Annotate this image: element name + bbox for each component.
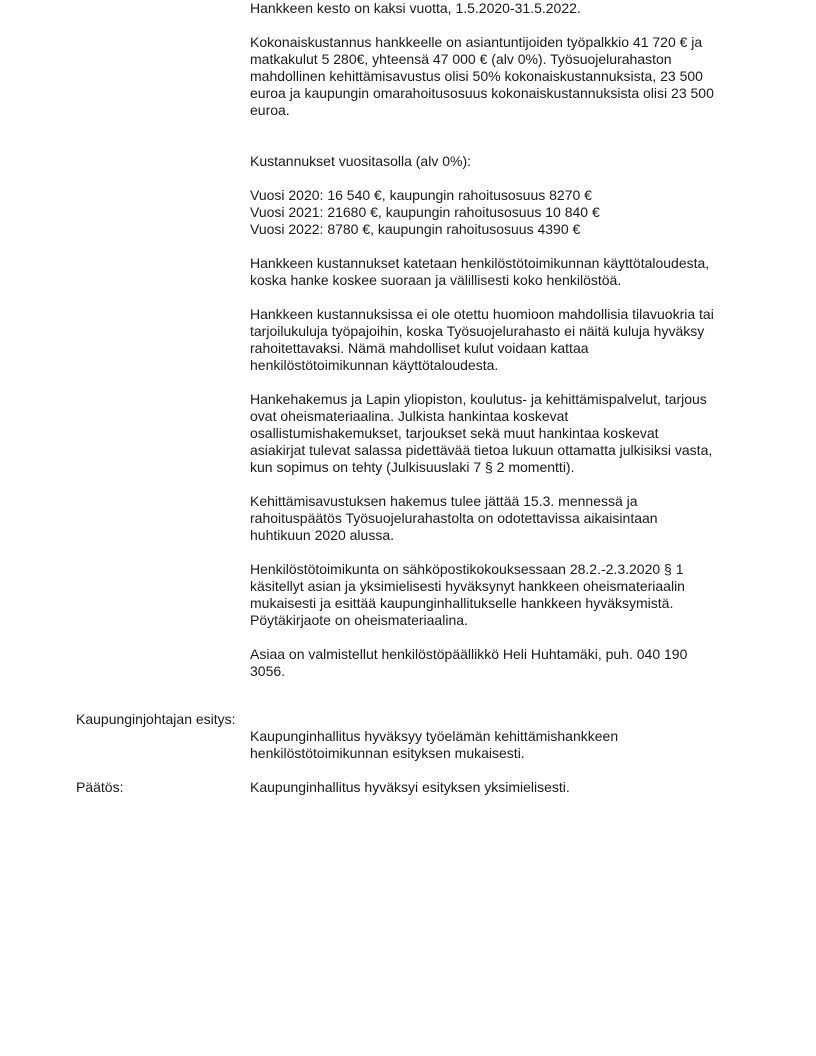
text-line: huhtikuun 2020 alussa.	[250, 527, 394, 543]
text-line: euroa.	[250, 102, 290, 118]
decision-content	[250, 779, 750, 796]
application-deadline-paragraph	[250, 493, 750, 544]
text-line: henkilöstötoimikunnan esityksen mukaisesti.	[250, 745, 525, 761]
text-line: Hankkeen kustannuksissa ei ole otettu huomioon mahdollisia tilavuokria tai	[250, 306, 714, 322]
text-line: osallistumishakemukset, tarjoukset sekä muut hankintaa koskevat	[250, 425, 659, 441]
text-line: henkilöstötoimikunnan käyttötaloudesta.	[250, 357, 499, 373]
committee-decision-paragraph	[250, 561, 750, 629]
text-line: mukaisesti ja esittää kaupunginhallitukselle hankkeen hyväksymistä.	[250, 595, 674, 611]
proposal-content	[250, 728, 750, 762]
text-line: Kaupunginhallitus hyväksyi esityksen yksimielisesti.	[250, 779, 570, 795]
text-line: Hankkeen kustannukset katetaan henkilöstötoimikunnan käyttötaloudesta,	[250, 255, 710, 271]
text-line: ovat oheismateriaalina. Julkista hankintaa koskevat	[250, 408, 569, 424]
text-line: Pöytäkirjaote on oheismateriaalina.	[250, 612, 468, 628]
text-line: Kehittämisavustuksen hakemus tulee jättää 15.3. mennessä ja	[250, 493, 638, 509]
text-line: Hankehakemus ja Lapin yliopiston, koulutus- ja kehittämispalvelut, tarjous	[250, 391, 707, 407]
proposal-label: Kaupunginjohtajan esitys:	[76, 711, 236, 727]
excluded-costs-paragraph	[250, 306, 750, 374]
text-line: Kustannukset vuositasolla (alv 0%):	[250, 153, 471, 169]
text-line: matkakulut 5 280€, yhteensä 47 000 € (alv 0%). Työsuojelurahaston	[250, 51, 672, 67]
attachments-paragraph	[250, 391, 750, 476]
yearly-costs-list	[250, 187, 750, 238]
text-line: koska hanke koskee suoraan ja välillisesti koko henkilöstöä.	[250, 272, 622, 288]
list-item: Vuosi 2022: 8780 €, kaupungin rahoitusosuus 4390 €	[250, 221, 581, 237]
list-item: Vuosi 2020: 16 540 €, kaupungin rahoitusosuus 8270 €	[250, 187, 592, 203]
decision-label: Päätös:	[76, 779, 124, 795]
duration-paragraph	[250, 0, 750, 17]
text-line: Hankkeen kesto on kaksi vuotta, 1.5.2020-31.5.2022.	[250, 0, 581, 16]
text-line: Kaupunginhallitus hyväksyy työelämän kehittämishankkeen	[250, 728, 619, 744]
cost-coverage-paragraph	[250, 255, 750, 289]
text-line: tarjoilukuluja työpajoihin, koska Työsuojelurahasto ei näitä kuluja hyväksy	[250, 323, 705, 339]
text-line: käsitellyt asian ja yksimielisesti hyväksynyt hankkeen oheismateriaalin	[250, 578, 685, 594]
text-line: 3056.	[250, 663, 286, 679]
text-line: rahoituspäätös Työsuojelurahastolta on odotettavissa aikaisintaan	[250, 510, 658, 526]
text-line: euroa ja kaupungin omarahoitusosuus kokonaiskustannuksista olisi 23 500	[250, 85, 714, 101]
text-line: Henkilöstötoimikunta on sähköpostikokouksessaan 28.2.-2.3.2020 § 1	[250, 561, 684, 577]
total-cost-paragraph	[250, 34, 750, 119]
preparer-paragraph	[250, 646, 750, 680]
text-line: kun sopimus on tehty (Julkisuuslaki 7 § 2 momentti).	[250, 459, 575, 475]
document-body	[250, 0, 750, 697]
yearly-costs-heading	[250, 153, 750, 170]
text-line: Asiaa on valmistellut henkilöstöpäällikkö Heli Huhtamäki, puh. 040 190	[250, 646, 688, 662]
text-line: mahdollinen kehittämisavustus olisi 50% kokonaiskustannuksista, 23 500	[250, 68, 703, 84]
list-item: Vuosi 2021: 21680 €, kaupungin rahoitusosuus 10 840 €	[250, 204, 600, 220]
text-line: asiakirjat tulevat salassa pidettävää tietoa lukuun ottamatta julkisiksi vasta,	[250, 442, 713, 458]
text-line: Kokonaiskustannus hankkeelle on asiantuntijoiden työpalkkio 41 720 € ja	[250, 34, 703, 50]
text-line: rahoitettavaksi. Nämä mahdolliset kulut voidaan kattaa	[250, 340, 589, 356]
